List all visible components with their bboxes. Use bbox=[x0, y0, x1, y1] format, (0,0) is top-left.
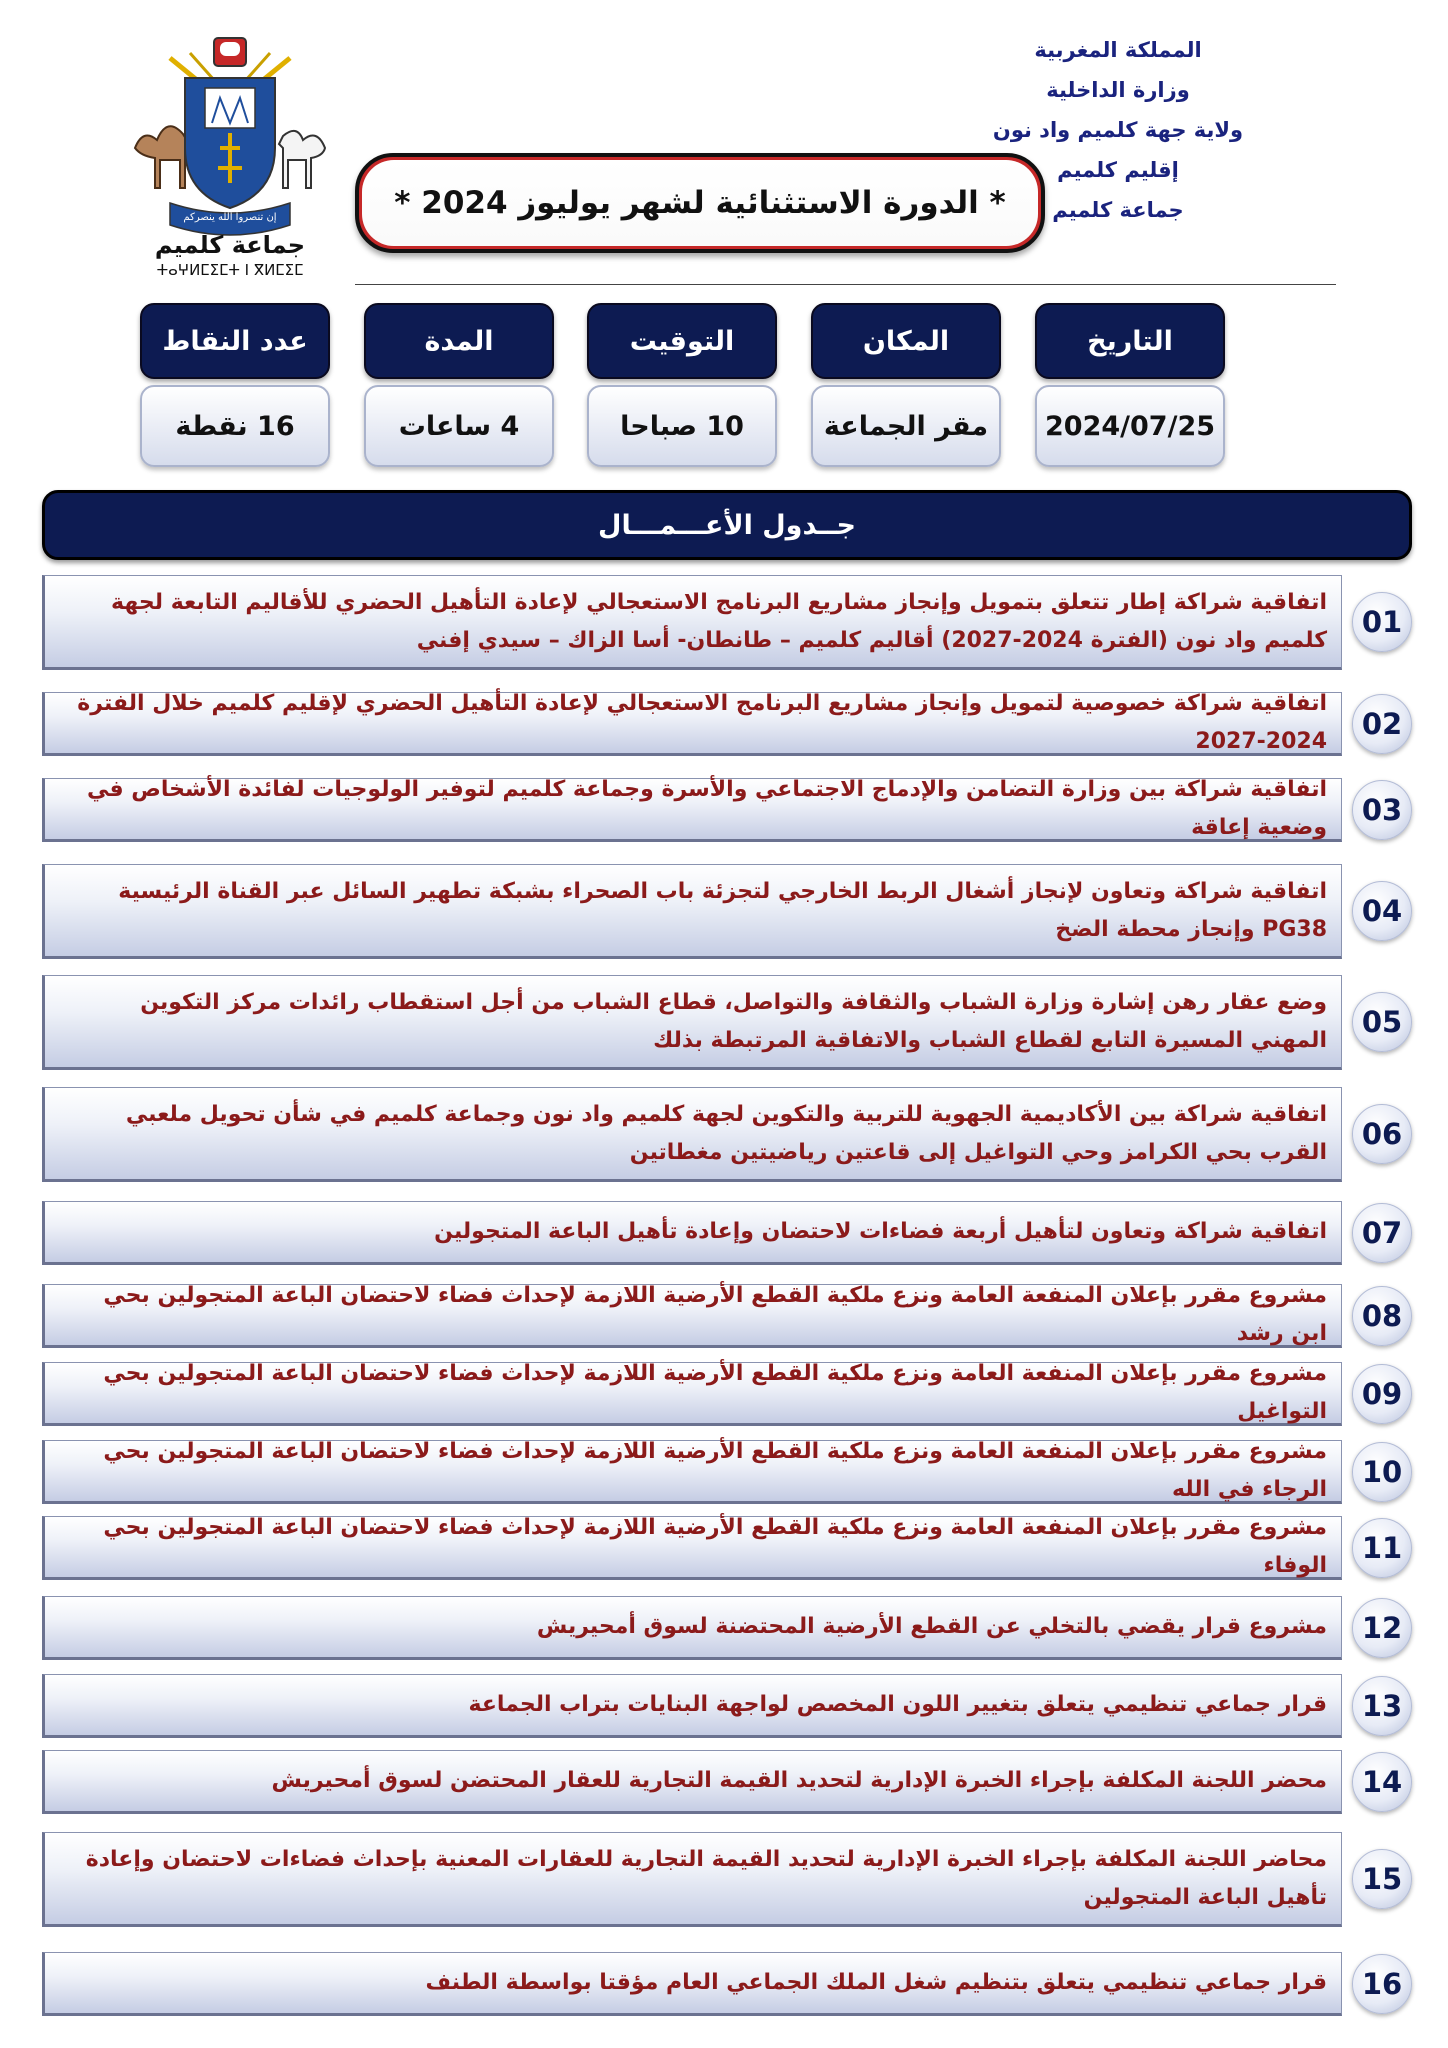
agenda-item-box bbox=[42, 864, 1342, 959]
header-line-province: إقليم كلميم bbox=[1057, 158, 1179, 182]
agenda-item-text: مشروع مقرر بإعلان المنفعة العامة ونزع ملكية القطع الأرضية اللازمة لإحداث فضاء لاحتضان الباعة المتجولين بحي الوفاء bbox=[103, 1515, 1327, 1578]
info-place-label: المكان bbox=[811, 303, 1001, 379]
agenda-item bbox=[42, 1201, 1412, 1265]
info-points-value: 16 نقطة bbox=[140, 385, 330, 467]
agenda-item-box bbox=[42, 692, 1342, 756]
header-line-kingdom: المملكة المغربية bbox=[1034, 38, 1202, 62]
agenda-title: جــدول الأعـــمـــال bbox=[42, 490, 1412, 560]
agenda-item-box bbox=[42, 575, 1342, 670]
info-date-value: 2024/07/25 bbox=[1035, 385, 1225, 467]
agenda-item bbox=[42, 778, 1412, 842]
agenda-item-box bbox=[42, 1952, 1342, 2016]
agenda-item-number: 07 bbox=[1352, 1203, 1412, 1263]
agenda-item-text: مشروع قرار يقضي بالتخلي عن القطع الأرضية المحتضنة لسوق أمحيريش bbox=[536, 1614, 1327, 1639]
agenda-item-number: 12 bbox=[1352, 1598, 1412, 1658]
agenda-item-number: 11 bbox=[1352, 1518, 1412, 1578]
agenda-item bbox=[42, 1516, 1412, 1580]
agenda-item-box bbox=[42, 1750, 1342, 1814]
agenda-item bbox=[42, 1596, 1412, 1660]
info-time-value: 10 صباحا bbox=[587, 385, 777, 467]
agenda-item-box bbox=[42, 1087, 1342, 1182]
agenda-item-text: اتفاقية شراكة وتعاون لتأهيل أربعة فضاءات لاحتضان وإعادة تأهيل الباعة المتجولين bbox=[434, 1219, 1327, 1244]
agenda-item bbox=[42, 575, 1412, 670]
info-points-label: عدد النقاط bbox=[140, 303, 330, 379]
agenda-item-text: محضر اللجنة المكلفة بإجراء الخبرة الإدارية لتحديد القيمة التجارية للعقار المحتضن لسوق أمحيريش bbox=[271, 1768, 1327, 1793]
agenda-item bbox=[42, 864, 1412, 959]
agenda-item-text: اتفاقية شراكة بين وزارة التضامن والإدماج الاجتماعي والأسرة وجماعة كلميم لتوفير الولوجيات لفائدة الأشخاص في وضعية إعاقة bbox=[86, 777, 1327, 840]
agenda-item bbox=[42, 1087, 1412, 1182]
agenda-item-box bbox=[42, 1596, 1342, 1660]
agenda-item-box bbox=[42, 1832, 1342, 1927]
agenda-item-text: اتفاقية شراكة إطار تتعلق بتمويل وإنجاز مشاريع البرنامج الاستعجالي لإعادة التأهيل الحضري للأقاليم التابعة لجهة كلميم واد نون (الفترة 2024-2027) أقاليم كلميم – طانطان- أسا الزاك – سيدي إفني bbox=[111, 589, 1327, 653]
agenda-item-number: 02 bbox=[1352, 694, 1412, 754]
info-duration-label: المدة bbox=[364, 303, 554, 379]
session-title: * الدورة الاستثنائية لشهر يوليوز 2024 * bbox=[362, 160, 1038, 246]
agenda-item-number: 04 bbox=[1352, 881, 1412, 941]
agenda-item-number: 14 bbox=[1352, 1752, 1412, 1812]
agenda-item-box bbox=[42, 778, 1342, 842]
agenda-item-box bbox=[42, 1201, 1342, 1265]
agenda-item-number: 03 bbox=[1352, 780, 1412, 840]
agenda-item-number: 10 bbox=[1352, 1442, 1412, 1502]
header-line-wilaya: ولاية جهة كلميم واد نون bbox=[992, 118, 1244, 142]
agenda-item-text: اتفاقية شراكة وتعاون لإنجاز أشغال الربط الخارجي لتجزئة باب الصحراء بشبكة تطهير السائل عبر القناة الرئيسية PG38 وإنجاز محطة الضخ bbox=[118, 878, 1327, 942]
agenda-item-text: محاضر اللجنة المكلفة بإجراء الخبرة الإدارية لتحديد القيمة التجارية للعقارات المعنية بإحداث فضاءات لاحتضان وإعادة تأهيل الباعة المتجولين bbox=[85, 1846, 1327, 1910]
agenda-item-number: 15 bbox=[1352, 1849, 1412, 1909]
agenda-item bbox=[42, 1440, 1412, 1504]
agenda-item-number: 13 bbox=[1352, 1676, 1412, 1736]
agenda-item-box bbox=[42, 1284, 1342, 1348]
agenda-item-text: مشروع مقرر بإعلان المنفعة العامة ونزع ملكية القطع الأرضية اللازمة لإحداث فضاء لاحتضان الباعة المتجولين بحي الرجاء في الله bbox=[103, 1439, 1327, 1502]
info-place-value: مقر الجماعة bbox=[811, 385, 1001, 467]
agenda-item-text: قرار جماعي تنظيمي يتعلق بتنظيم شغل الملك الجماعي العام مؤقتا بواسطة الطنف bbox=[425, 1970, 1327, 1995]
logo-caption-arabic: جماعة كلميم bbox=[154, 231, 306, 259]
agenda-item-text: وضع عقار رهن إشارة وزارة الشباب والثقافة والتواصل، قطاع الشباب من أجل استقطاب رائدات مركز التكوين المهني المسيرة التابع لقطاع الشباب والاتفاقية المرتبطة بذلك bbox=[140, 989, 1327, 1053]
agenda-item bbox=[42, 975, 1412, 1070]
logo-ribbon-text: إن تنصروا الله ينصركم bbox=[183, 212, 277, 223]
agenda-item bbox=[42, 1362, 1412, 1426]
agenda-item-box bbox=[42, 1440, 1342, 1504]
agenda-item-text: مشروع مقرر بإعلان المنفعة العامة ونزع ملكية القطع الأرضية اللازمة لإحداث فضاء لاحتضان الباعة المتجولين بحي ابن رشد bbox=[103, 1283, 1327, 1346]
agenda-item-text: اتفاقية شراكة خصوصية لتمويل وإنجاز مشاريع البرنامج الاستعجالي لإعادة التأهيل الحضري لإقليم كلميم خلال الفترة 2024-2027 bbox=[77, 691, 1327, 754]
agenda-item-number: 08 bbox=[1352, 1286, 1412, 1346]
agenda-item-text: مشروع مقرر بإعلان المنفعة العامة ونزع ملكية القطع الأرضية اللازمة لإحداث فضاء لاحتضان الباعة المتجولين بحي التواغيل bbox=[103, 1361, 1327, 1424]
agenda-item-number: 05 bbox=[1352, 992, 1412, 1052]
agenda-item bbox=[42, 1284, 1412, 1348]
info-duration-value: 4 ساعات bbox=[364, 385, 554, 467]
agenda-item bbox=[42, 1952, 1412, 2016]
agenda-item-box bbox=[42, 1674, 1342, 1738]
header-line-ministry: وزارة الداخلية bbox=[1046, 78, 1190, 102]
agenda-item-text: اتفاقية شراكة بين الأكاديمية الجهوية للتربية والتكوين لجهة كلميم واد نون وجماعة كلميم في شأن تحويل ملعبي القرب بحي الكرامز وحي التواغيل إلى قاعتين رياضيتين مغطاتين bbox=[125, 1101, 1327, 1165]
agenda-item bbox=[42, 1750, 1412, 1814]
agenda-item bbox=[42, 1832, 1412, 1927]
agenda-item-number: 09 bbox=[1352, 1364, 1412, 1424]
agenda-item-box bbox=[42, 975, 1342, 1070]
header-line-commune: جماعة كلميم bbox=[1052, 198, 1184, 222]
agenda-item bbox=[42, 692, 1412, 756]
agenda-item bbox=[42, 1674, 1412, 1738]
logo-caption-tifinagh: ⵜⴰⵖⵍⵎⵉⵎⵜ Ⅰ ⴳⵍⵎⵉⵎ bbox=[156, 261, 304, 278]
agenda-item-text: قرار جماعي تنظيمي يتعلق بتغيير اللون المخصص لواجهة البنايات بتراب الجماعة bbox=[468, 1692, 1327, 1717]
agenda-item-box bbox=[42, 1362, 1342, 1426]
agenda-item-number: 01 bbox=[1352, 592, 1412, 652]
agenda-item-box bbox=[42, 1516, 1342, 1580]
info-time-label: التوقيت bbox=[587, 303, 777, 379]
agenda-item-number: 06 bbox=[1352, 1104, 1412, 1164]
agenda-item-number: 16 bbox=[1352, 1954, 1412, 2014]
info-date-label: التاريخ bbox=[1035, 303, 1225, 379]
